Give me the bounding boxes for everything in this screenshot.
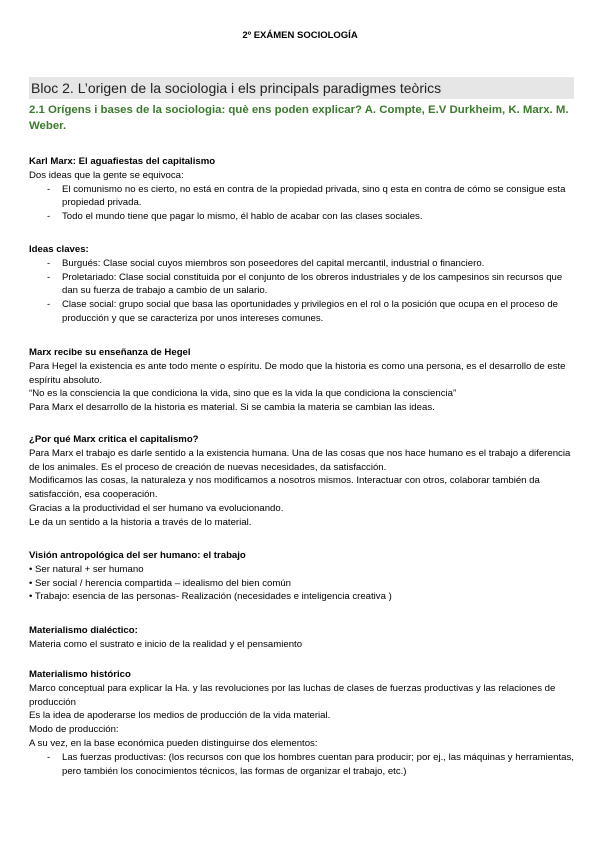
dash-list — [29, 751, 579, 779]
section-vision-antropologica — [29, 549, 579, 604]
section-subheading: 2.1 Orígens i bases de la sociologia: què ens poden explicar? A. Compte, E.V Durkheim, K. Marx. M. Weber. — [29, 104, 569, 132]
list-item: - Burgués: Clase social cuyos miembros son poseedores del capital mercantil, industrial o financiero. — [29, 257, 579, 271]
list-item: • Ser natural + ser humano — [29, 563, 144, 575]
section-heading: Materialismo histórico — [29, 669, 131, 680]
section-heading: Marx recibe su enseñanza de Hegel — [29, 347, 191, 358]
paragraph: Modo de producción: — [29, 724, 119, 736]
section-heading: Materialismo dialéctico: — [29, 625, 138, 636]
paragraph: Es la idea de apoderarse los medios de producción de la vida material. — [29, 710, 331, 722]
paragraph: Le da un sentido a la historia a través de lo material. — [29, 516, 252, 528]
paragraph: Materia como el sustrato e inicio de la realidad y el pensamiento — [29, 638, 303, 650]
paragraph: Gracias a la productividad el ser humano va evolucionando. — [29, 502, 284, 514]
list-item: • Ser social / herencia compartida – idealismo del bien común — [29, 577, 291, 589]
list-item: - El comunismo no es cierto, no está en contra de la propiedad privada, sino q esta en contra de cómo se consigue esta propiedad privada. — [29, 183, 579, 211]
list-item: • Trabajo: esencia de las personas- Realización (necesidades e inteligencia creativa ) — [29, 591, 392, 603]
paragraph: Para Marx el trabajo es darle sentido a la existencia humana. Una de las cosas que nos hace humano es el trabajo a diferencia de los animales. Es el proceso de creación de nuevas necesidades, da satisfacción. — [29, 447, 571, 473]
section-marx-intro — [29, 155, 579, 224]
dash-list — [29, 257, 579, 326]
section-ideas-claves — [29, 243, 579, 326]
bloc-heading: Bloc 2. L’origen de la sociologia i els principals paradigmes teòrics — [29, 77, 574, 99]
document-title: 2º EXÁMEN SOCIOLOGÍA — [242, 30, 358, 41]
section-heading: Visión antropológica del ser humano: el trabajo — [29, 550, 246, 561]
section-heading: Ideas claves: — [29, 244, 89, 255]
paragraph: A su vez, en la base económica pueden distinguirse dos elementos: — [29, 737, 318, 749]
section-materialismo-historico — [29, 668, 579, 778]
section-critica-capitalismo — [29, 433, 579, 530]
quote: “No es la consciencia la que condiciona la vida, sino que es la vida la que condiciona la consciencia” — [29, 388, 457, 400]
list-item: - Las fuerzas productivas: (los recursos con que los hombres cuentan para producir; por ej., las máquinas y herramientas, pero también los conocimientos técnicos, las formas de organizar el trabajo, etc.) — [29, 751, 579, 779]
list-item: - Clase social: grupo social que basa las oportunidades y privilegios en el rol o la posición que ocupa en el proceso de producción y que se caracteriza por unos intereses comunes. — [29, 298, 579, 326]
bullet-list — [29, 563, 579, 604]
paragraph: Marco conceptual para explicar la Ha. y las revoluciones por las luchas de clases de fuerzas productivas y las relaciones de producción — [29, 682, 556, 708]
paragraph: Para Marx el desarrollo de la historia es material. Si se cambia la materia se cambian las ideas. — [29, 402, 435, 414]
section-materialismo-dialectico — [29, 624, 579, 652]
section-heading: Karl Marx: El aguafiestas del capitalismo — [29, 156, 216, 167]
list-item: - Todo el mundo tiene que pagar lo mismo, él hablo de acabar con las clases sociales. — [29, 210, 579, 224]
list-item: - Proletariado: Clase social constituida por el conjunto de los obreros industriales y de los campesinos sin recursos que dan su fuerza de trabajo a cambio de un salario. — [29, 271, 579, 299]
paragraph: Modificamos las cosas, la naturaleza y nos modificamos a nosotros mismos. Interactuar con otros, colaborar también da satisfacción, esa cooperación. — [29, 475, 540, 501]
section-heading: ¿Por qué Marx critica el capitalismo? — [29, 434, 199, 445]
paragraph: Para Hegel la existencia es ante todo mente o espíritu. De modo que la historia es como una persona, es el desarrollo de este espíritu absoluto. — [29, 360, 566, 386]
section-hegel — [29, 346, 579, 415]
paragraph: Dos ideas que la gente se equivoca: — [29, 169, 184, 181]
dash-list — [29, 183, 579, 224]
